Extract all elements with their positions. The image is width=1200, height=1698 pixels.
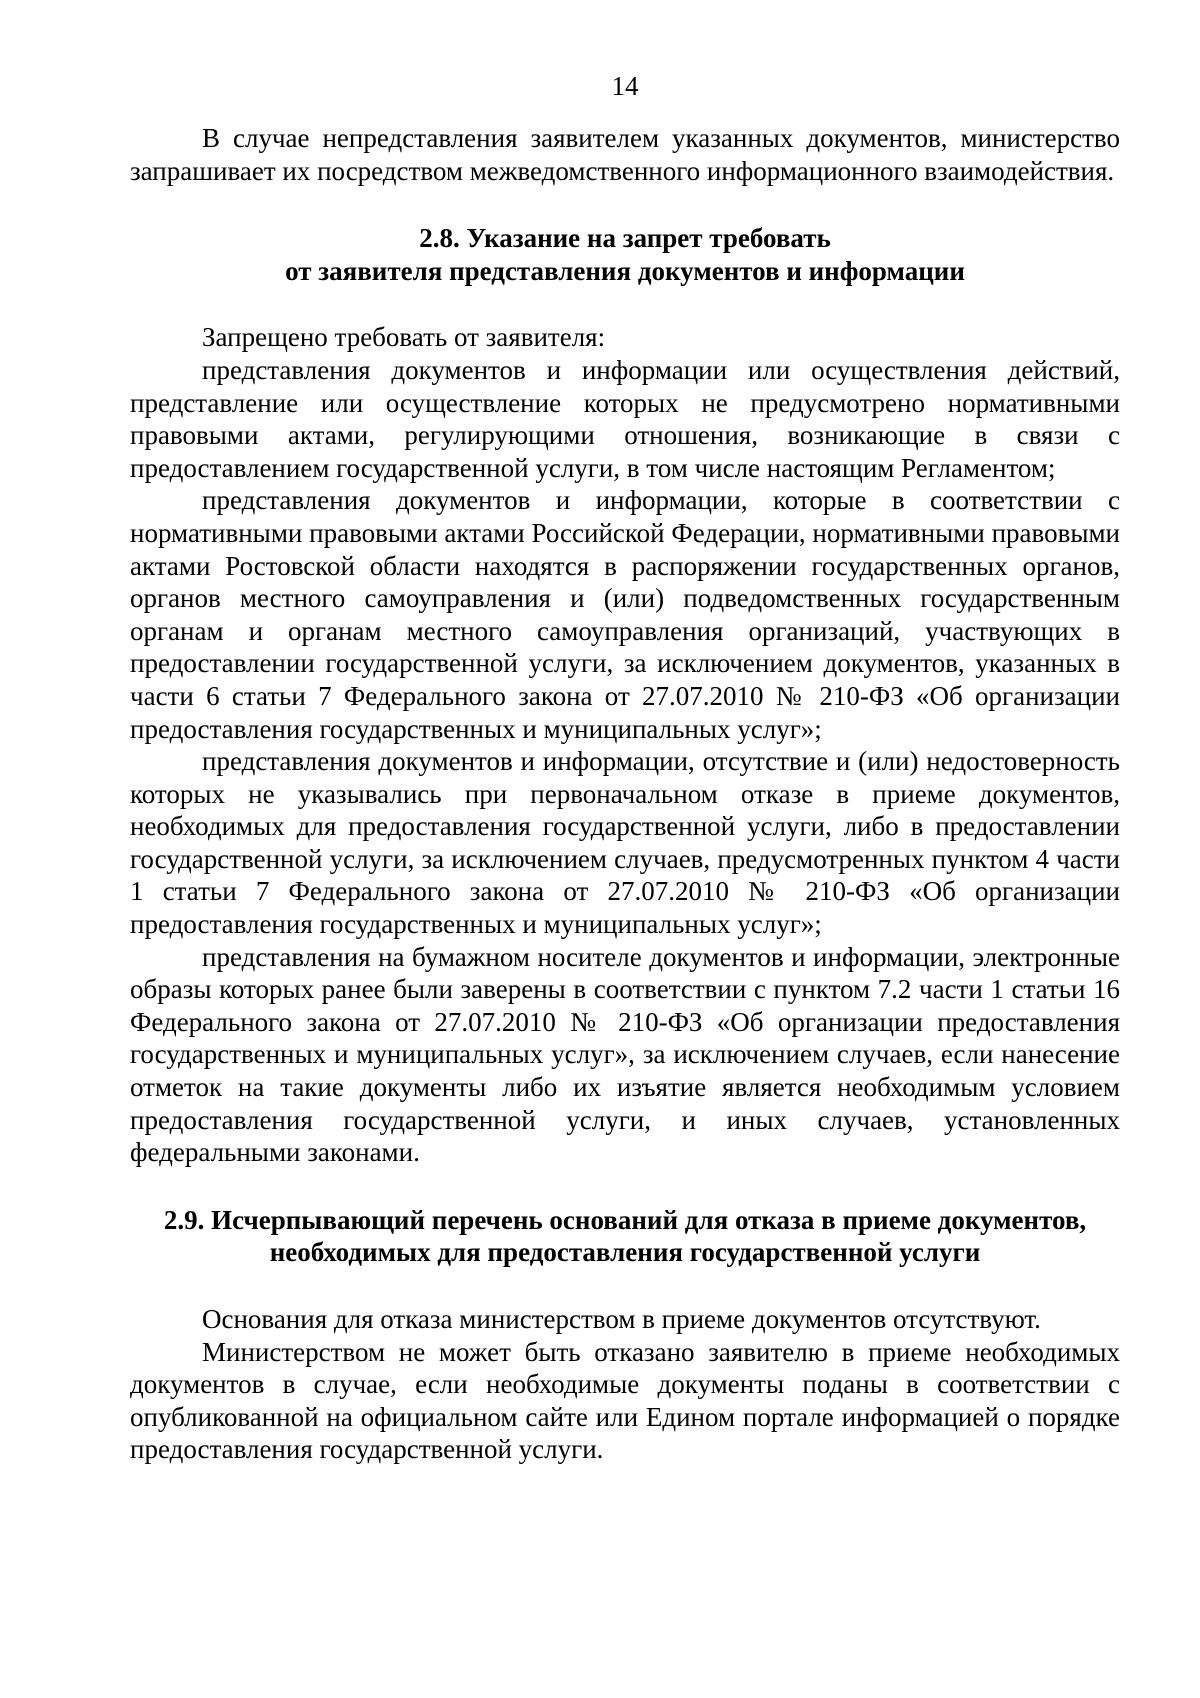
section-2-8-paragraph: представления на бумажном носителе документов и информации, электронные образы которых ранее были заверены в соответствии с пунктом 7.2 части 1 статьи 16 Федерального закона от 27.07.2010 № 210-ФЗ «Об организации предоставления государственных и муниципальных услуг», за исключением случаев, если нанесение отметок на такие документы либо их изъятие является необходимым условием предоставления государственной услуги, и иных случаев, установленных федеральными законами.: [130, 941, 1120, 1168]
section-2-9-heading: [130, 1204, 1120, 1269]
section-2-9-heading-line1: 2.9. Исчерпывающий перечень оснований для отказа в приеме документов,: [163, 1204, 1087, 1235]
intro-paragraph: В случае непредставления заявителем указанных документов, министерство запрашивает их посредством межведомственного информационного взаимодействия.: [130, 123, 1120, 186]
section-2-8-paragraph: представления документов и информации, которые в соответствии с нормативными правовыми актами Российской Федерации, нормативными правовыми актами Ростовской области находятся в распоряжении государственных органов, органов местного самоуправления и (или) подведомственных государственным органам и органам местного самоуправления организаций, участвующих в предоставлении государственной услуги, за исключением документов, указанных в части 6 статьи 7 Федерального закона от 27.07.2010 № 210-ФЗ «Об организации предоставления государственных и муниципальных услуг»;: [130, 485, 1120, 744]
section-2-8-paragraph: представления документов и информации, отсутствие и (или) недостоверность которых не указывались при первоначальном отказе в приеме документов, необходимых для предоставления государственной услуги, либо в предоставлении государственной услуги, за исключением случаев, предусмотренных пунктом 4 части 1 статьи 7 Федерального закона от 27.07.2010 № 210-ФЗ «Об организации предоставления государственных и муниципальных услуг»;: [130, 746, 1120, 940]
section-2-8-heading: [130, 222, 1120, 287]
page-number: 14: [611, 71, 639, 101]
section-2-9-paragraph: Основания для отказа министерством в приеме документов отсутствуют.: [202, 1304, 1041, 1334]
section-2-9-heading-line2: необходимых для предоставления государственной услуги: [269, 1237, 981, 1268]
section-2-8-heading-line2: от заявителя представления документов и информации: [285, 255, 965, 286]
section-2-8-paragraph: представления документов и информации или осуществления действий, представление или осуществление которых не предусмотрено нормативными правовыми актами, регулирующими отношения, возникающие в связи с предоставлением государственной услуги, в том числе настоящим Регламентом;: [130, 354, 1120, 483]
section-2-8-paragraph: Запрещено требовать от заявителя:: [202, 322, 606, 353]
section-2-9-paragraph: Министерством не может быть отказано заявителю в приеме необходимых документов в случае, если необходимые документы поданы в соответствии с опубликованной на официальном сайте или Едином портале информацией о порядке предоставления государственной услуги.: [130, 1336, 1120, 1465]
document-page: [130, 70, 1120, 1466]
section-2-8-heading-line1: 2.8. Указание на запрет требовать: [419, 223, 831, 254]
